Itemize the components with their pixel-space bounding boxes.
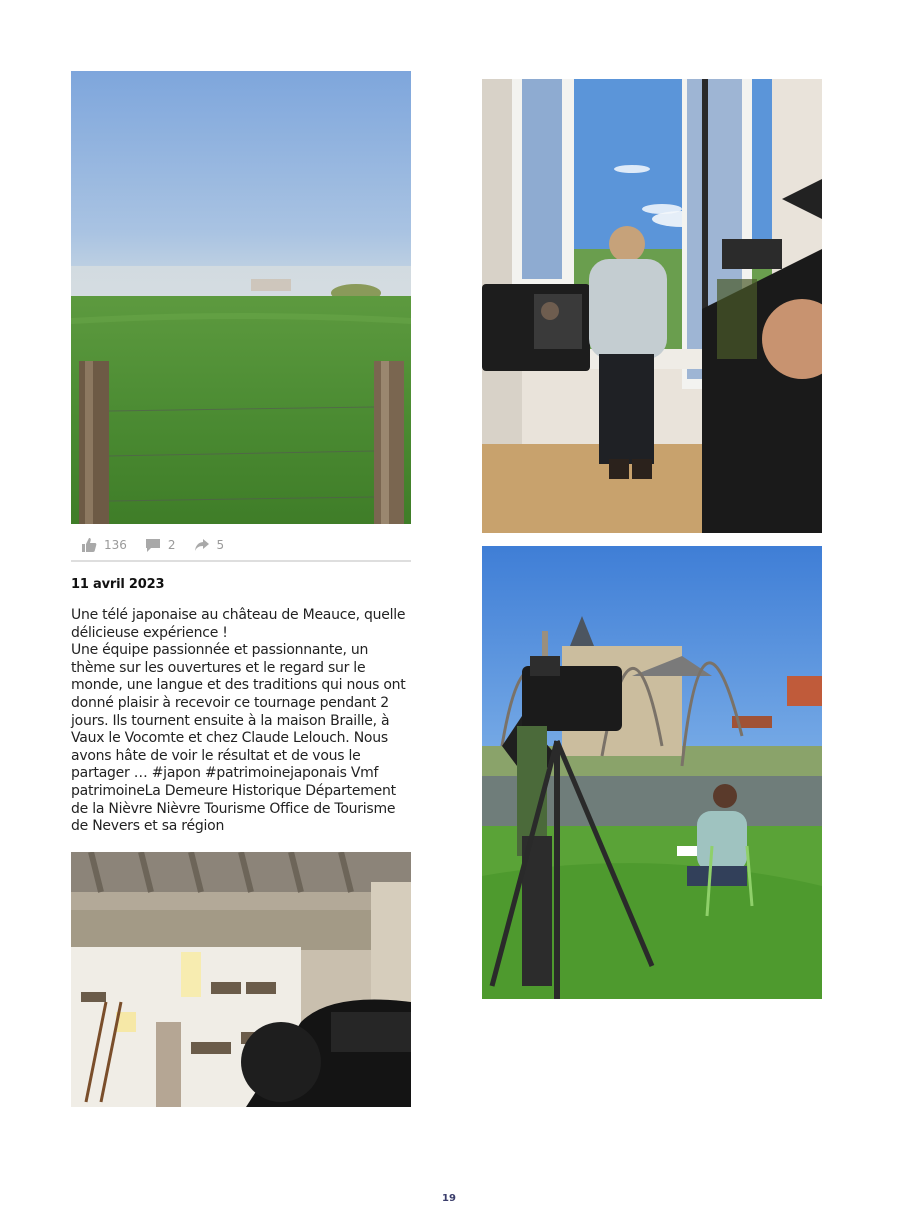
like-button[interactable] [81, 537, 127, 553]
photo-castle-filming [482, 546, 822, 999]
thumbs-up-icon [81, 537, 97, 553]
post-date: 11 avril 2023 [71, 577, 165, 592]
share-button[interactable] [194, 537, 225, 553]
post-text: Une télé japonaise au château de Meauce, quelle délicieuse expérience ! Une équipe passionnée et passionnante, un thème sur les ouvertures et le regard sur le monde, une langue et des traditions qui nous ont donné plaisir à recevoir ce tournage pendant 2 jours. Ils tournent ensuite à la maison Braille, à Vaux le Vocomte et chez Claude Lelouch. Nous avons hâte de voir le résultat et de vous le partager … #japon #patrimoinejaponais Vmf patrimoineLa Demeure Historique Département de la Nièvre Nièvre Tourisme Office de Tourisme de Nevers et sa région [71, 607, 406, 835]
share-count: 5 [216, 538, 225, 552]
reaction-bar [71, 530, 411, 562]
page-number: 19 [442, 1193, 456, 1204]
comment-count: 2 [167, 538, 176, 552]
photo-library-filming [71, 852, 411, 1107]
comment-icon [145, 537, 161, 553]
like-count: 136 [104, 538, 127, 552]
photo-window-filming [482, 79, 822, 533]
photo-meadow [71, 71, 411, 524]
share-icon [194, 537, 210, 553]
comment-button[interactable] [145, 537, 176, 553]
